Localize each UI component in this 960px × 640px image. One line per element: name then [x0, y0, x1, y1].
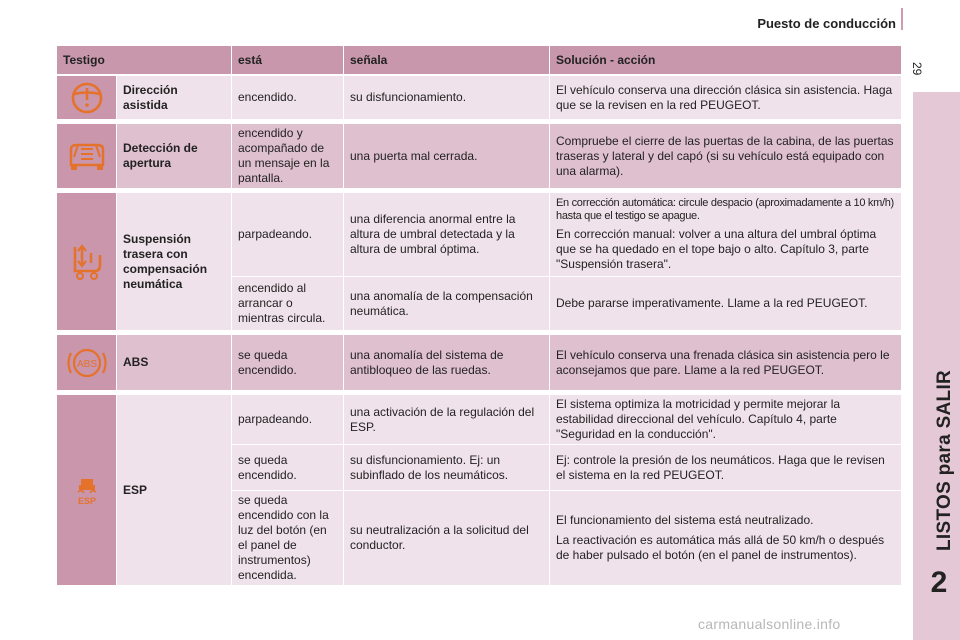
esp-icon-text: ESP	[77, 496, 96, 506]
esta-cell: parpadeando.	[232, 189, 344, 277]
solucion-note: En corrección automática: circule despacio (aproximadamente a 10 km/h) hasta que el testigo se apague.	[556, 197, 894, 222]
warning-icon-cell	[57, 331, 117, 391]
table-row	[57, 120, 902, 189]
esta-cell: se queda encendido con la luz del botón (en el panel de instrumentos) encendida.	[232, 491, 344, 586]
esta-cell: encendido al arrancar o mientras circula.	[232, 277, 344, 331]
chapter-label: LISTOS para SALIR	[934, 369, 955, 551]
esta-cell: se queda encendido.	[232, 445, 344, 491]
table-row	[57, 391, 902, 445]
light-name: ESP	[117, 391, 232, 586]
warning-icon-cell	[57, 76, 117, 120]
solucion-cell: El vehículo conserva una frenada clásica sin asistencia pero le aconsejamos que pare. Llame a la red PEUGEOT.	[550, 331, 902, 391]
esta-cell: se queda encendido.	[232, 331, 344, 391]
header-esta: está	[232, 46, 344, 76]
solucion-cell	[550, 491, 902, 586]
door-open-icon	[57, 139, 116, 173]
senala-cell: una activación de la regulación del ESP.	[344, 391, 550, 445]
light-name: Dirección asistida	[117, 76, 232, 120]
header-testigo: Testigo	[57, 46, 232, 76]
senala-cell: una anomalía del sistema de antibloqueo de las ruedas.	[344, 331, 550, 391]
solucion-cell: El sistema optimiza la motricidad y permite mejorar la estabilidad direccional del vehículo. Capítulo 4, parte "Seguridad en la conducción".	[550, 391, 902, 445]
esp-icon	[57, 473, 116, 507]
solucion-text: En corrección manual: volver a una altura del umbral óptima que se ha quedado en el tope bajo o alto. Capítulo 3, parte "Suspensión trasera".	[556, 227, 877, 271]
esta-cell: encendido y acompañado de un mensaje en la pantalla.	[232, 120, 344, 189]
footer-watermark: carmanualsonline.info	[698, 616, 841, 632]
esta-cell: encendido.	[232, 76, 344, 120]
warning-lights-table	[57, 46, 902, 586]
warning-icon-cell	[57, 189, 117, 331]
table-row	[57, 76, 902, 120]
page-header-title: Puesto de conducción	[757, 16, 896, 31]
table-header-row	[57, 46, 902, 76]
senala-cell: su neutralización a la solicitud del conductor.	[344, 491, 550, 586]
warning-icon-cell	[57, 391, 117, 586]
senala-cell: su disfuncionamiento.	[344, 76, 550, 120]
solucion-cell: El vehículo conserva una dirección clásica sin asistencia. Haga que se la revisen en la red PEUGEOT.	[550, 76, 902, 120]
solucion-text: El funcionamiento del sistema está neutralizado.	[556, 513, 814, 527]
steering-warning-icon	[57, 80, 116, 116]
abs-icon-text: ABS	[76, 358, 97, 370]
header-senala: señala	[344, 46, 550, 76]
light-name: Detección de apertura	[117, 120, 232, 189]
page-number: 29	[910, 62, 924, 76]
header-divider	[901, 8, 903, 30]
chapter-side-tab	[913, 92, 960, 640]
esta-cell: parpadeando.	[232, 391, 344, 445]
solucion-text: La reactivación es automática más allá de 50 km/h o después de haber pulsado el botón (en el panel de instrumentos).	[556, 533, 885, 562]
senala-cell: su disfuncionamiento. Ej: un subinflado de los neumáticos.	[344, 445, 550, 491]
solucion-cell	[550, 189, 902, 277]
table-row	[57, 331, 902, 391]
header-solucion: Solución - acción	[550, 46, 902, 76]
solucion-cell: Debe pararse imperativamente. Llame a la red PEUGEOT.	[550, 277, 902, 331]
light-name: Suspensión trasera con compensación neumática	[117, 189, 232, 331]
abs-icon	[57, 345, 116, 381]
warning-icon-cell	[57, 120, 117, 189]
chapter-number: 2	[930, 566, 948, 599]
senala-cell: una puerta mal cerrada.	[344, 120, 550, 189]
senala-cell: una anomalía de la compensación neumática.	[344, 277, 550, 331]
senala-cell: una diferencia anormal entre la altura de umbral detectada y la altura de umbral óptima.	[344, 189, 550, 277]
table-row	[57, 189, 902, 277]
solucion-cell: Ej: controle la presión de los neumáticos. Haga que le revisen el sistema en la red PEUGEOT.	[550, 445, 902, 491]
suspension-icon	[57, 241, 116, 283]
light-name: ABS	[117, 331, 232, 391]
solucion-cell: Compruebe el cierre de las puertas de la cabina, de las puertas traseras y lateral y del capó (si su vehículo está equipado con una alarma).	[550, 120, 902, 189]
